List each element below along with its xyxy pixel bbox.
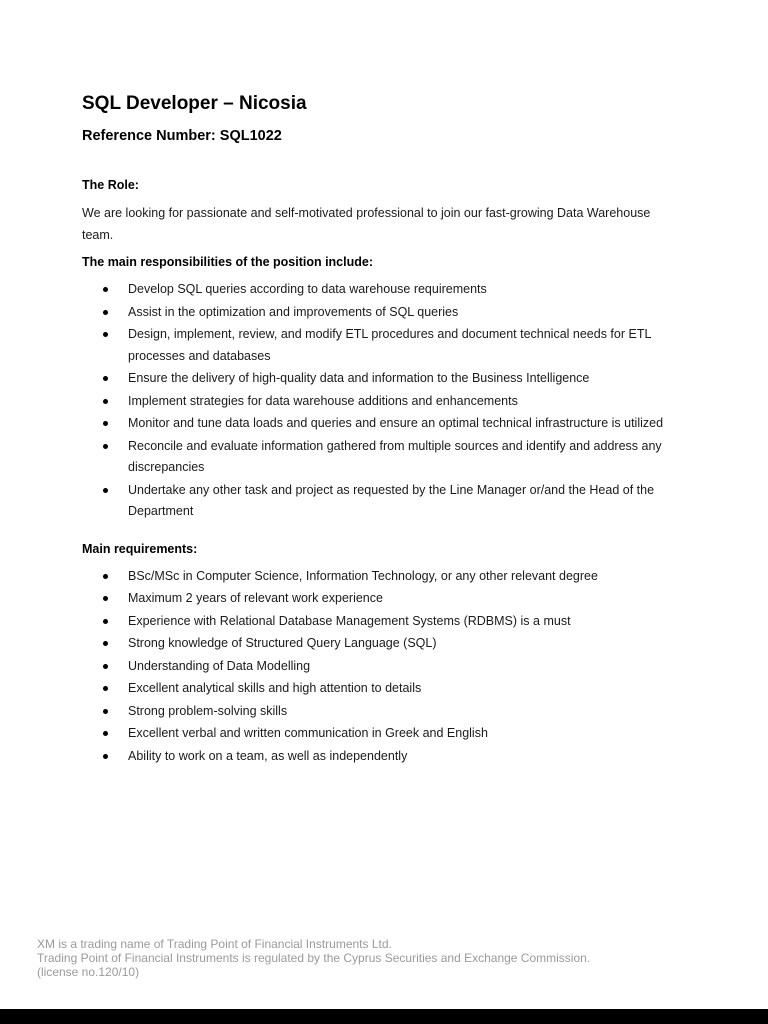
list-item-text: Strong problem-solving skills [128,703,288,718]
list-item [82,279,682,301]
bullet-icon [103,332,108,337]
list-item-text: Experience with Relational Database Management Systems (RDBMS) is a must [128,613,571,628]
list-item [82,701,682,723]
role-heading: The Role: [82,178,139,192]
list-item [82,324,682,367]
bullet-icon [103,619,108,624]
document-content [82,92,682,768]
bullet-icon [103,310,108,315]
bullet-icon [103,399,108,404]
list-item-text: Excellent analytical skills and high attention to details [128,681,422,695]
bullet-icon [103,754,108,759]
list-item-text: Develop SQL queries according to data warehouse requirements [128,282,487,296]
list-item-text: Understanding of Data Modelling [128,658,311,673]
footer-line-regulation: Trading Point of Financial Instruments is regulated by the Cyprus Securities and Exchange Commission. [37,951,591,965]
list-item [82,302,682,324]
bullet-icon [103,664,108,669]
footer-line-license: (license no.120/10) [37,965,140,979]
list-item [82,746,682,768]
list-item [82,566,682,588]
list-item [82,611,682,633]
bullet-icon [103,376,108,381]
list-item-text: Ability to work on a team, as well as independently [128,748,408,763]
list-item [82,656,682,678]
bullet-icon [103,574,108,579]
role-description: We are looking for passionate and self-motivated professional to join our fast-growing Data Warehouse team. [82,206,651,242]
list-item [82,678,682,700]
bottom-bar [0,1009,768,1024]
bullet-icon [103,731,108,736]
job-title: SQL Developer – Nicosia [82,93,307,114]
list-item-text: BSc/MSc in Computer Science, Information Technology, or any other relevant degree [128,568,598,583]
responsibilities-heading: The main responsibilities of the position include: [82,255,373,269]
list-item-text: Monitor and tune data loads and queries and ensure an optimal technical infrastructure is utilized [128,416,664,430]
bullet-icon [103,641,108,646]
list-item-text: Ensure the delivery of high-quality data and information to the Business Intelligence [128,371,590,385]
responsibilities-list [82,279,682,523]
reference-number: Reference Number: SQL1022 [82,128,282,144]
list-item-text: Strong knowledge of Structured Query Language (SQL) [128,636,437,650]
list-item-text: Excellent verbal and written communication in Greek and English [128,726,488,740]
list-item [82,633,682,655]
requirements-list [82,566,682,768]
list-item [82,480,682,523]
list-item [82,588,682,610]
bullet-icon [103,421,108,426]
list-item [82,413,682,435]
requirements-heading: Main requirements: [82,541,198,556]
bullet-icon [103,596,108,601]
list-item [82,391,682,413]
list-item-text: Design, implement, review, and modify ETL procedures and document technical needs for ETL processes and databases [128,327,651,363]
list-item-text: Undertake any other task and project as requested by the Line Manager or/and the Head of the Department [128,482,655,518]
list-item-text: Assist in the optimization and improvements of SQL queries [128,304,459,319]
bullet-icon [103,709,108,714]
bullet-icon [103,444,108,449]
bullet-icon [103,287,108,292]
legal-footer [37,937,737,979]
footer-line-trading-name: XM is a trading name of Trading Point of Financial Instruments Ltd. [37,937,392,951]
list-item-text: Implement strategies for data warehouse additions and enhancements [128,393,518,408]
list-item-text: Maximum 2 years of relevant work experience [128,591,383,605]
list-item-text: Reconcile and evaluate information gathered from multiple sources and identify and address any discrepancies [128,438,662,474]
bullet-icon [103,686,108,691]
list-item [82,368,682,390]
bullet-icon [103,488,108,493]
list-item [82,436,682,479]
list-item [82,723,682,745]
